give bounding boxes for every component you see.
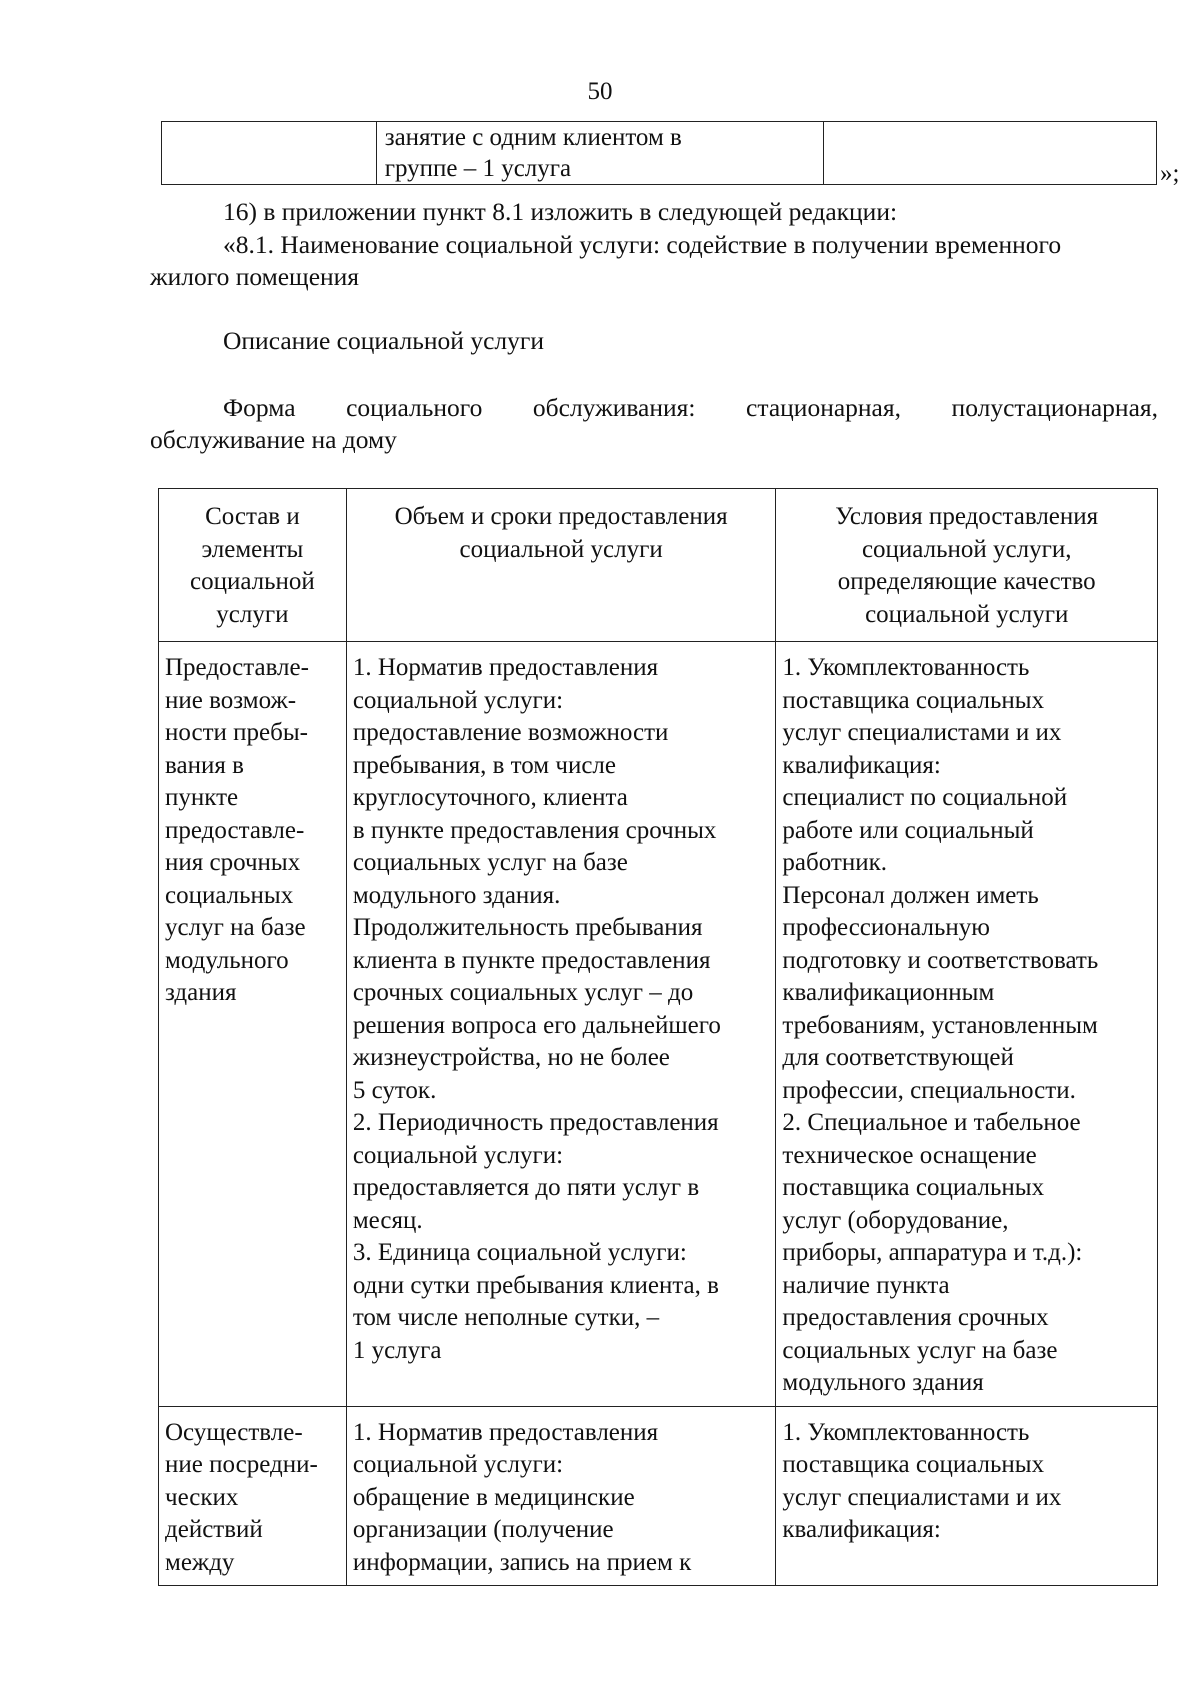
header-line: социальной услуги bbox=[865, 600, 1069, 628]
cell-line: предоставление возможности bbox=[352, 719, 669, 746]
cell-line: профессии, специальности. bbox=[782, 1076, 1076, 1104]
cell-line: услуг специалистами и их bbox=[782, 719, 1062, 746]
cell-line: ние возмож- bbox=[165, 686, 297, 714]
cell-line: группе – 1 услуга bbox=[384, 155, 572, 182]
row2-conditions-cell bbox=[776, 1406, 1158, 1586]
cell-line: социальных услуг на базе bbox=[352, 849, 628, 876]
cell-line: 1. Норматив предоставления bbox=[352, 654, 659, 681]
service-name-line: «8.1. Наименование социальной услуги: содействие в получении временного bbox=[223, 230, 1062, 259]
row1-composition-cell bbox=[159, 642, 347, 1407]
table-cell bbox=[376, 122, 824, 185]
cell-line: Продолжительность пребывания bbox=[352, 914, 703, 941]
cell-line: вания в bbox=[165, 751, 244, 779]
cell-line: организации (получение bbox=[352, 1516, 614, 1543]
service-form-line: обслуживание на дому bbox=[150, 425, 397, 454]
header-line: социальной услуги bbox=[459, 535, 663, 563]
cell-line: одни сутки пребывания клиента, в bbox=[352, 1271, 719, 1299]
service-form-line: Форма социального обслуживания: стационарная, полустационарная, bbox=[223, 393, 1158, 422]
header-cell-volume bbox=[346, 489, 776, 642]
cell-line: пребывания, в том числе bbox=[352, 751, 616, 779]
page-number: 50 bbox=[587, 78, 613, 105]
cell-line: предоставления срочных bbox=[782, 1304, 1049, 1331]
cell-line: работник. bbox=[782, 849, 887, 876]
cell-line: срочных социальных услуг – до bbox=[352, 979, 694, 1006]
cell-line: техническое оснащение bbox=[782, 1141, 1037, 1169]
cell-line: ности пребы- bbox=[165, 719, 308, 746]
cell-line: в пункте предоставления срочных bbox=[352, 816, 717, 844]
cell-line: между bbox=[165, 1548, 235, 1576]
service-form bbox=[150, 392, 1158, 456]
cell-line: ческих bbox=[165, 1483, 239, 1511]
cell-line: клиента в пункте предоставления bbox=[352, 946, 711, 974]
header-line: социальной bbox=[190, 568, 315, 595]
cell-line: социальной услуги: bbox=[352, 1141, 564, 1169]
header-cell-conditions bbox=[776, 489, 1158, 642]
table-row bbox=[159, 642, 1158, 1407]
cell-line: социальной услуги: bbox=[352, 1451, 564, 1478]
table-row bbox=[159, 1406, 1158, 1586]
cell-line: модульного здания bbox=[782, 1369, 984, 1396]
cell-line: требованиям, установленным bbox=[782, 1011, 1098, 1039]
cell-line: Осуществле- bbox=[165, 1418, 303, 1446]
table-cell bbox=[824, 122, 1157, 185]
cell-line: поставщика социальных bbox=[782, 1451, 1045, 1478]
cell-line: специалист по социальной bbox=[782, 784, 1068, 811]
cell-line: 1. Норматив предоставления bbox=[352, 1418, 659, 1446]
header-line: услуги bbox=[216, 600, 289, 628]
service-name bbox=[150, 229, 1158, 293]
cell-line: пункте bbox=[165, 784, 239, 811]
cell-line: квалификационным bbox=[782, 979, 995, 1006]
cell-line: поставщика социальных bbox=[782, 686, 1045, 714]
cell-line: социальной услуги: bbox=[352, 686, 564, 714]
cell-line: квалификация: bbox=[782, 751, 941, 779]
cell-line: приборы, аппаратура и т.д.): bbox=[782, 1239, 1083, 1266]
cell-line: модульного bbox=[165, 946, 289, 974]
item-16-text: 16) в приложении пункт 8.1 изложить в следующей редакции: bbox=[223, 197, 898, 226]
row2-composition-cell bbox=[159, 1406, 347, 1586]
header-line: социальной услуги, bbox=[861, 535, 1072, 563]
header-line: Условия предоставления bbox=[835, 503, 1099, 530]
cell-line: 2. Периодичность предоставления bbox=[352, 1109, 719, 1136]
cell-line: ние посредни- bbox=[165, 1451, 318, 1478]
cell-line: предоставляется до пяти услуг в bbox=[352, 1174, 700, 1201]
cell-line: 5 суток. bbox=[352, 1076, 437, 1104]
cell-line: 1 услуга bbox=[352, 1336, 442, 1364]
header-line: определяющие качество bbox=[837, 568, 1096, 595]
cell-line: решения вопроса его дальнейшего bbox=[352, 1011, 721, 1039]
cell-line: круглосуточного, клиента bbox=[352, 784, 628, 811]
description-heading: Описание социальной услуги bbox=[223, 326, 544, 355]
table-header-row bbox=[159, 489, 1158, 642]
service-name-line: жилого помещения bbox=[150, 262, 360, 291]
cell-line: квалификация: bbox=[782, 1516, 941, 1543]
cell-line: ния срочных bbox=[165, 849, 301, 876]
row1-volume-cell bbox=[346, 642, 776, 1407]
cell-line: 1. Укомплектованность bbox=[782, 654, 1030, 681]
cell-line: предоставле- bbox=[165, 816, 305, 844]
header-line: Состав и bbox=[205, 503, 300, 530]
cell-line: услуг специалистами и их bbox=[782, 1483, 1062, 1511]
service-table bbox=[158, 488, 1158, 1586]
cell-line: информации, запись на прием к bbox=[352, 1548, 692, 1576]
cell-line: месяц. bbox=[352, 1206, 423, 1234]
header-cell-composition bbox=[159, 489, 347, 642]
table-cell bbox=[162, 122, 377, 185]
table-row bbox=[162, 122, 1157, 185]
row2-volume-cell bbox=[346, 1406, 776, 1586]
cell-line: социальных услуг на базе bbox=[782, 1336, 1058, 1364]
cell-line: работе или социальный bbox=[782, 816, 1034, 844]
cell-line: занятие с одним клиентом в bbox=[384, 124, 682, 151]
cell-line: 2. Специальное и табельное bbox=[782, 1109, 1081, 1136]
closing-quote: »; bbox=[1160, 160, 1180, 187]
continued-table bbox=[161, 121, 1157, 185]
header-line: элементы bbox=[201, 535, 304, 563]
cell-line: услуг на базе bbox=[165, 914, 306, 941]
cell-line: модульного здания. bbox=[352, 881, 561, 909]
cell-line: социальных bbox=[165, 881, 294, 909]
cell-line: обращение в медицинские bbox=[352, 1483, 635, 1511]
header-line: Объем и сроки предоставления bbox=[394, 503, 728, 530]
cell-line: подготовку и соответствовать bbox=[782, 946, 1099, 974]
cell-line: 3. Единица социальной услуги: bbox=[352, 1239, 687, 1266]
row1-conditions-cell bbox=[776, 642, 1158, 1407]
cell-line: Предоставле- bbox=[165, 654, 309, 681]
cell-line: услуг (оборудование, bbox=[782, 1206, 1009, 1234]
cell-line: профессиональную bbox=[782, 914, 990, 941]
cell-line: поставщика социальных bbox=[782, 1174, 1045, 1201]
cell-line: наличие пункта bbox=[782, 1271, 950, 1299]
cell-line: Персонал должен иметь bbox=[782, 881, 1039, 909]
cell-line: 1. Укомплектованность bbox=[782, 1418, 1030, 1446]
cell-line: действий bbox=[165, 1516, 263, 1543]
cell-line: для соответствующей bbox=[782, 1044, 1014, 1071]
cell-line: том числе неполные сутки, – bbox=[352, 1304, 660, 1331]
cell-line: жизнеустройства, но не более bbox=[352, 1044, 670, 1071]
cell-line: здания bbox=[165, 979, 237, 1006]
